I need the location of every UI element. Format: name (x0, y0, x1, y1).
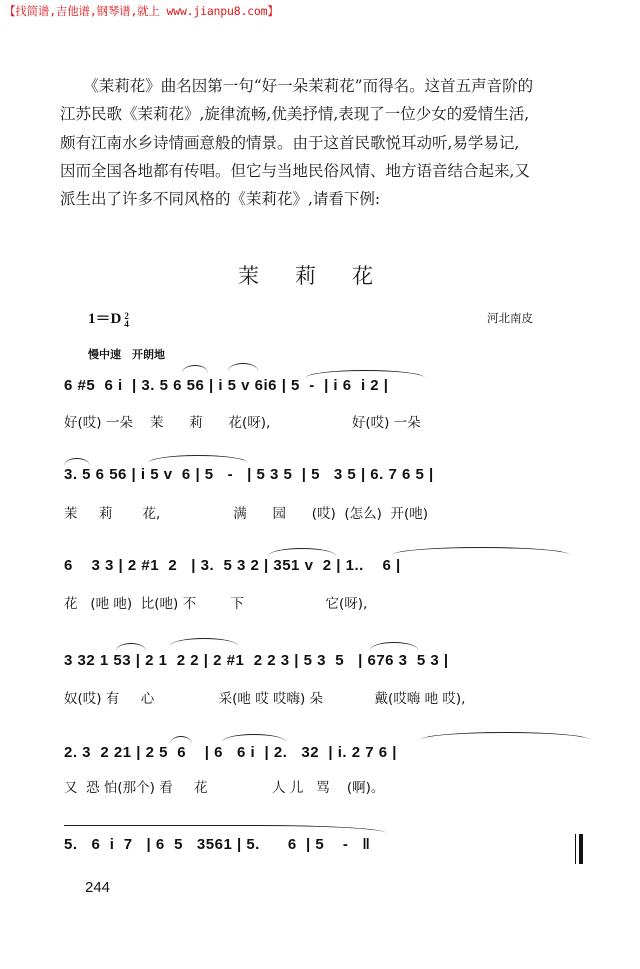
paragraph-line: 江苏民歌《茉莉花》,旋律流畅,优美抒情,表现了一位少女的爱情生活, (60, 105, 530, 124)
key-signature (88, 307, 129, 328)
paragraph-line: 《茉莉花》曲名因第一句“好一朵茉莉花”而得名。这首五声音阶的 (60, 77, 534, 95)
site-banner[interactable]: 【找简谱,吉他谱,钢琴谱,就上 www.jianpu8.com】 (4, 4, 279, 18)
time-bottom: 4 (124, 318, 129, 329)
slur (64, 825, 386, 833)
notation-line-6: 5. 6 i 7 | 6 5 3561 | 5. 6 | 5 - ‖ (64, 836, 371, 853)
lyrics-line-4: 奴(哎) 有 心 采(吔 哎 哎嗨) 朵 戴(哎嗨 吔 哎), (64, 691, 466, 707)
time-top: 2 (124, 310, 129, 321)
page-number: 244 (85, 879, 111, 896)
slur (64, 458, 90, 466)
slur (392, 547, 570, 555)
slur (170, 638, 238, 646)
song-origin: 河北南皮 (487, 311, 533, 325)
tempo-marking: 慢中速 开朗地 (88, 348, 165, 361)
lyrics-line-5: 又 恐 怕(那个) 看 花 人 儿 骂 (啊)。 (64, 780, 385, 796)
slur (182, 365, 208, 373)
slur (148, 455, 248, 463)
slur (370, 642, 418, 650)
paragraph-line: 派生出了许多不同风格的《茉莉花》,请看下例: (60, 190, 381, 209)
paragraph-line: 颇有江南水乡诗情画意般的情景。由于这首民歌悦耳动听,易学易记, (60, 133, 520, 152)
intro-paragraph (60, 72, 580, 213)
lyrics-line-1: 好(哎) 一朵 茉 莉 花(呀), 好(哎) 一朵 (64, 415, 421, 431)
slur (170, 736, 192, 744)
paragraph-line: 因而全国各地都有传唱。但它与当地民俗风情、地方语音结合起来,又 (60, 161, 530, 180)
lyrics-line-3: 花 (吔 吔) 比(吔) 不 下 它(呀), (64, 596, 368, 612)
slur (116, 643, 146, 651)
score-title: 茉莉花 (238, 264, 409, 288)
time-signature (124, 312, 129, 328)
notation-line-2: 3. 5 6 56 | i 5 v 6 | 5 - | 5 3 5 | 5 3 5 | 6. 7 6 5 | (64, 466, 434, 483)
slur (222, 734, 286, 742)
slur (420, 732, 590, 740)
slur (228, 363, 258, 371)
notation-line-1: 6 #5 6 i | 3. 5 6 56 | i 5 v 6i6 | 5 - | i 6 i 2 | (64, 377, 389, 394)
final-barline-thin (575, 834, 576, 864)
lyrics-line-2: 茉 莉 花, 满 园 (哎) (怎么) 开(吔) (64, 506, 428, 522)
notation-line-3: 6 3 3 | 2 #1 2 | 3. 5 3 2 | 351 v 2 | 1.. 6 | (64, 557, 401, 574)
key-label: 1＝D (88, 311, 122, 327)
slur (268, 548, 336, 556)
final-barline-thick (579, 834, 583, 864)
notation-line-4: 3 32 1 53 | 2 1 2 2 | 2 #1 2 2 3 | 5 3 5 | 676 3 5 3 | (64, 652, 449, 669)
notation-line-5: 2. 3 2 21 | 2 5 6 | 6 6 i | 2. 32 | i. 2 7 6 | (64, 744, 397, 761)
